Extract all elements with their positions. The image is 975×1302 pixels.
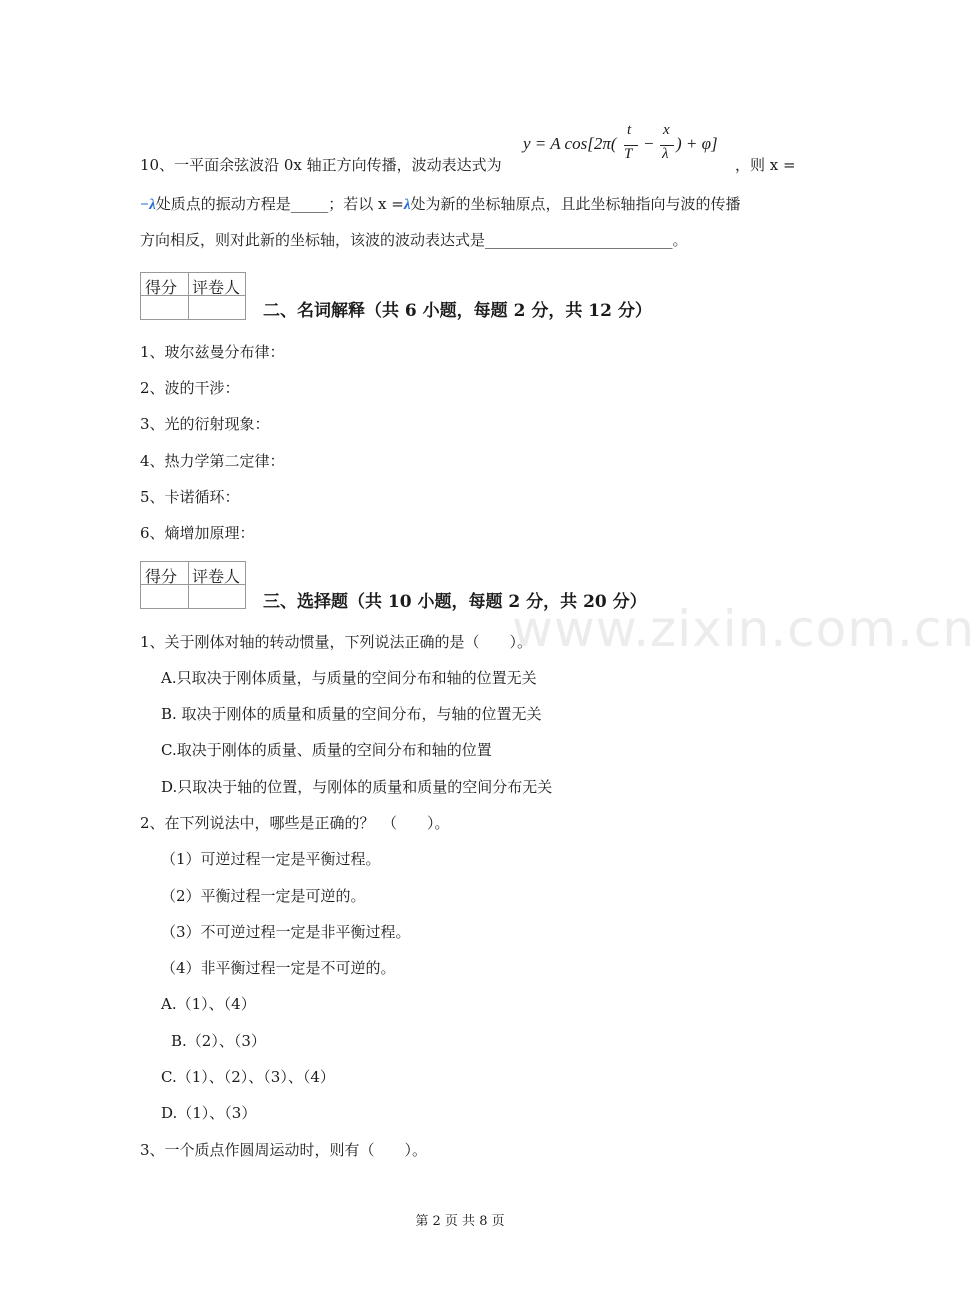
formula-lambda: λ <box>662 146 669 162</box>
reviewer-label: 评卷人 <box>192 278 241 297</box>
term-item: 2、波的干涉： <box>140 379 240 397</box>
q10-line2-text-b: 处为新的坐标轴原点，且此坐标轴指向与波的传播 <box>410 195 741 213</box>
q10-line1-text: 10、一平面余弦波沿 0x 轴正方向传播，波动表达式为 <box>140 156 502 174</box>
term-item: 1、玻尔兹曼分布律： <box>140 343 285 361</box>
question-1-stem: 1、关于刚体对轴的转动惯量，下列说法正确的是（ ）。 <box>140 633 533 651</box>
q2-option-d: D.（1）、（3） <box>161 1104 257 1122</box>
formula-x: x <box>663 122 670 138</box>
formula-minus: − <box>643 134 655 153</box>
formula-rhs: ) + φ] <box>676 134 718 153</box>
q1-option-d: D.只取决于轴的位置，与刚体的质量和质量的空间分布无关 <box>161 778 553 796</box>
score-input-cell <box>141 585 189 608</box>
question-3-stem: 3、一个质点作圆周运动时，则有（ ）。 <box>140 1141 428 1159</box>
q2-option-a: A.（1）、（4） <box>161 995 256 1013</box>
watermark: www.zixin.com.cn <box>512 600 975 658</box>
q2-statement: （4）非平衡过程一定是不可逆的。 <box>161 959 396 977</box>
term-item: 4、热力学第二定律： <box>140 452 285 470</box>
reviewer-label: 评卷人 <box>192 567 241 586</box>
q1-option-c: C.取决于刚体的质量、质量的空间分布和轴的位置 <box>161 741 492 759</box>
formula-t: t <box>627 122 632 138</box>
section-2-title: 二、名词解释（共 6 小题，每题 2 分，共 12 分） <box>263 301 652 321</box>
minus-lambda-minus: − <box>140 197 150 213</box>
q2-statement: （1）可逆过程一定是平衡过程。 <box>161 850 381 868</box>
lambda-symbol: λ <box>403 197 411 213</box>
wave-formula <box>523 122 719 176</box>
q2-option-b: B.（2）、（3） <box>171 1032 266 1050</box>
q2-statement: （2）平衡过程一定是可逆的。 <box>161 887 366 905</box>
q2-option-c: C.（1）、（2）、（3）、（4） <box>161 1068 335 1086</box>
page-footer: 第 2 页 共 8 页 <box>415 1214 505 1229</box>
term-item: 3、光的衍射现象： <box>140 415 270 433</box>
formula-lhs: y = A cos[2π( <box>523 134 617 153</box>
score-label: 得分 <box>145 567 178 586</box>
term-item: 6、熵增加原理： <box>140 524 255 542</box>
score-input-cell <box>141 296 189 319</box>
score-label: 得分 <box>145 278 178 297</box>
q2-statement: （3）不可逆过程一定是非平衡过程。 <box>161 923 411 941</box>
q10-line2 <box>140 193 741 214</box>
question-2-stem: 2、在下列说法中，哪些是正确的？ （ ）。 <box>140 814 450 832</box>
q10-line1-tail: ，则 x = <box>735 156 796 174</box>
q10-line3: 方向相反，则对此新的坐标轴，该波的波动表达式是_________________________。 <box>140 231 688 249</box>
q1-option-a: A.只取决于刚体质量，与质量的空间分布和轴的位置无关 <box>161 669 537 687</box>
formula-T: T <box>624 146 633 162</box>
term-item: 5、卡诺循环： <box>140 488 240 506</box>
q1-option-b: B. 取决于刚体的质量和质量的空间分布，与轴的位置无关 <box>161 705 542 723</box>
section-3-title: 三、选择题（共 10 小题，每题 2 分，共 20 分） <box>263 592 647 612</box>
minus-lambda-symbol: λ <box>149 197 156 213</box>
score-box <box>140 561 246 609</box>
score-box <box>140 272 246 320</box>
q10-line2-text-a: 处质点的振动方程是_____；若以 x = <box>155 195 404 213</box>
